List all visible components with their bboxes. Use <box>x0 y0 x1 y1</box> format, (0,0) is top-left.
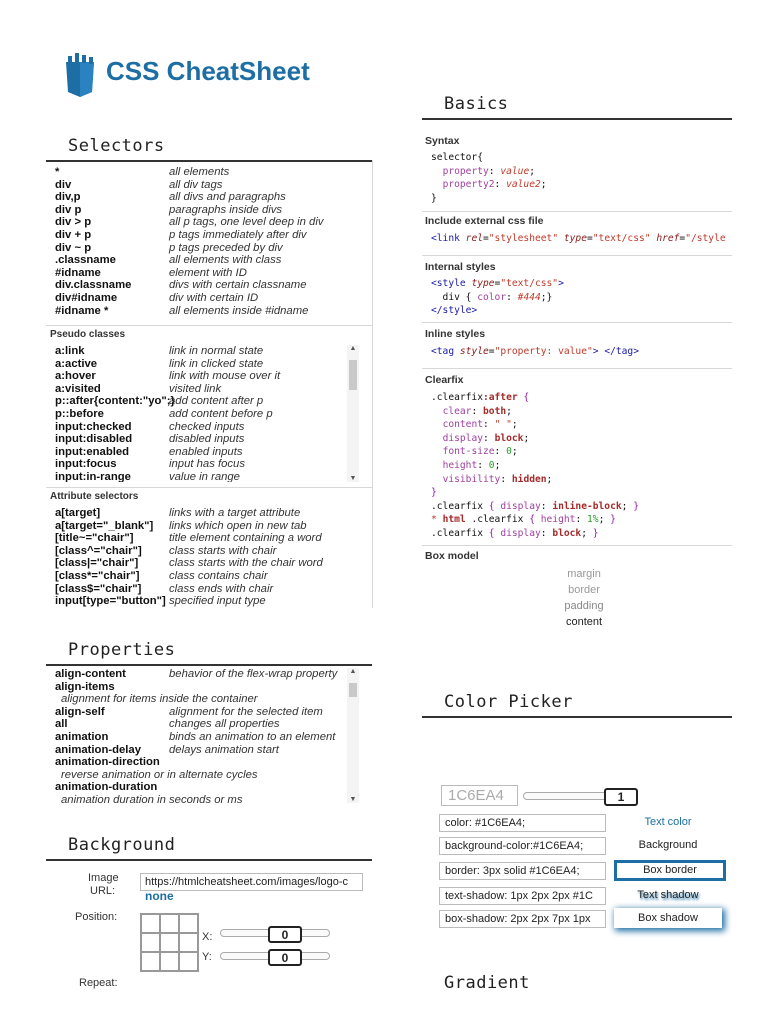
row-key: div + p <box>55 228 92 241</box>
table-row <box>55 471 345 482</box>
table-row <box>55 421 345 434</box>
table-row <box>55 383 345 396</box>
y-value-input[interactable]: 0 <box>268 949 302 966</box>
table-row <box>55 744 345 757</box>
table-row <box>55 570 365 583</box>
box-model-diagram <box>520 568 648 634</box>
row-key: #idname <box>55 266 101 279</box>
row-key: align-content <box>55 668 126 680</box>
row-description: link with mouse over it <box>169 370 281 383</box>
divider <box>46 325 372 326</box>
position-cell[interactable] <box>142 953 159 970</box>
scroll-up-icon[interactable]: ▲ <box>349 668 357 675</box>
row-description: visited link <box>169 382 222 395</box>
row-key: p::before <box>55 407 104 420</box>
box-shadow-code-field[interactable]: box-shadow: 2px 2px 7px 1px <box>439 910 606 928</box>
background-url-input[interactable]: https://htmlcheatsheet.com/images/logo-c <box>140 873 363 891</box>
clearfix-code: .clearfix:after { clear: both; content: " "; display: block; font-size: 0; height: 0; visibility: hidden; } .clearfix { display: inline-block; } * html .clearfix { height: 1%; } .clearfix { display: block; } <box>431 392 639 539</box>
table-row <box>55 446 345 459</box>
row-key: a:hover <box>55 370 96 383</box>
row-key: input:disabled <box>55 433 133 446</box>
row-key: a[target] <box>55 507 101 519</box>
row-description: disabled inputs <box>169 433 245 446</box>
properties-heading: Properties <box>46 640 372 666</box>
table-row <box>55 706 345 719</box>
selectors-table <box>55 166 365 317</box>
row-key: input:checked <box>55 420 132 433</box>
table-row <box>55 532 365 545</box>
row-key: animation-duration <box>55 781 158 794</box>
scroll-down-icon[interactable]: ▼ <box>349 475 357 482</box>
pseudo-classes-heading: Pseudo classes <box>50 329 126 340</box>
selectors-heading: Selectors <box>46 136 372 162</box>
row-description: class starts with chair <box>169 544 277 557</box>
row-key: animation-delay <box>55 743 142 756</box>
row-description: checked inputs <box>169 420 245 433</box>
row-key: [class^="chair"] <box>55 544 142 557</box>
row-key: input:in-range <box>55 470 131 482</box>
divider <box>422 211 732 212</box>
row-description: all elements with class <box>169 254 282 267</box>
table-row <box>55 718 345 731</box>
table-row <box>55 395 345 408</box>
color-code-field[interactable]: color: #1C6EA4; <box>439 814 606 832</box>
repeat-label: Repeat: <box>79 977 118 989</box>
row-description: title element containing a word <box>169 532 322 545</box>
row-description: enabled inputs <box>169 445 243 458</box>
scroll-thumb[interactable] <box>349 683 357 697</box>
row-key: animation <box>55 730 109 743</box>
row-description: class ends with chair <box>169 582 274 595</box>
box-model-margin: margin <box>567 568 601 580</box>
row-description: value in range <box>169 470 240 482</box>
divider <box>422 322 732 323</box>
position-grid[interactable] <box>140 913 199 972</box>
gradient-heading: Gradient <box>444 973 530 993</box>
row-key: input:enabled <box>55 445 130 458</box>
table-row <box>55 279 365 292</box>
attribute-selectors-table <box>55 507 365 608</box>
row-description: all div tags <box>169 178 223 191</box>
image-label: Image <box>88 872 119 884</box>
divider <box>422 545 732 546</box>
row-key: [class*="chair"] <box>55 569 140 582</box>
row-description: link in normal state <box>169 345 264 357</box>
table-row <box>55 756 345 769</box>
css-logo-icon <box>62 52 98 98</box>
table-row <box>55 267 365 280</box>
row-description: div with certain ID <box>169 291 259 304</box>
scroll-up-icon[interactable]: ▲ <box>349 345 357 352</box>
y-label: Y: <box>202 951 212 963</box>
scroll-down-icon[interactable]: ▼ <box>349 796 357 803</box>
background-heading: Background <box>46 835 372 861</box>
table-row <box>55 305 365 318</box>
row-key: [class|="chair"] <box>55 557 139 570</box>
internal-styles-label: Internal styles <box>425 261 496 273</box>
page-title: CSS CheatSheet <box>106 56 310 86</box>
border-code-field[interactable]: border: 3px solid #1C6EA4; <box>439 862 606 880</box>
table-row <box>55 345 345 358</box>
table-row <box>55 204 365 217</box>
row-description: changes all properties <box>169 718 280 731</box>
row-description: paragraphs inside divs <box>169 203 283 216</box>
table-row <box>55 781 345 794</box>
text-shadow-preview: Text shadow <box>637 889 699 901</box>
row-description: class starts with the chair word <box>169 557 323 570</box>
row-description: binds an animation to an element <box>169 730 336 743</box>
syntax-label: Syntax <box>425 135 460 147</box>
color-picker-heading: Color Picker <box>422 692 732 718</box>
properties-table[interactable] <box>55 668 345 804</box>
row-description: reverse animation or in alternate cycles <box>61 768 258 781</box>
row-key: align-self <box>55 705 105 718</box>
position-cell[interactable] <box>161 953 178 970</box>
row-description: input has focus <box>169 458 245 471</box>
table-row <box>55 191 365 204</box>
row-key: input[type="button"] <box>55 595 166 608</box>
table-row <box>55 166 365 179</box>
row-key: a:active <box>55 357 98 370</box>
divider <box>46 487 372 488</box>
row-description: p tags immediately after div <box>169 228 307 241</box>
row-description: behavior of the flex-wrap property <box>169 668 338 680</box>
syntax-code: selector{ property: value; property2: value2; } <box>431 152 547 204</box>
scroll-thumb[interactable] <box>349 360 357 390</box>
row-description: all elements <box>169 166 230 178</box>
background-preview-text: none <box>145 889 174 903</box>
position-cell[interactable] <box>180 915 197 932</box>
table-row <box>55 242 365 255</box>
row-key: .classname <box>55 254 116 267</box>
clearfix-label: Clearfix <box>425 374 464 386</box>
row-description: specified input type <box>169 595 266 608</box>
divider <box>422 368 732 369</box>
position-cell[interactable] <box>180 953 197 970</box>
box-model-content: content <box>565 616 603 628</box>
table-row <box>55 520 365 533</box>
row-key: input:focus <box>55 458 117 471</box>
row-key: div#idname <box>55 291 118 304</box>
table-row <box>55 370 345 383</box>
row-key: p::after{content:"yo";} <box>55 395 175 408</box>
position-cell[interactable] <box>180 934 197 951</box>
table-row <box>55 216 365 229</box>
table-row <box>55 179 365 192</box>
row-key: [class$="chair"] <box>55 582 142 595</box>
row-key: div p <box>55 203 82 216</box>
background-preview: Background <box>638 839 698 851</box>
table-row <box>55 545 365 558</box>
row-key: a:visited <box>55 382 101 395</box>
table-row <box>55 507 365 520</box>
row-key: div <box>55 178 72 191</box>
row-key: align-items <box>55 680 115 693</box>
row-description: alignment for the selected item <box>169 705 323 718</box>
table-row <box>55 769 345 782</box>
table-row <box>55 794 345 804</box>
text-shadow-code-field[interactable]: text-shadow: 1px 2px 2px #1C <box>439 887 606 905</box>
row-key: all <box>55 718 68 731</box>
inline-styles-label: Inline styles <box>425 328 486 340</box>
internal-styles-code: <style type="text/css"> div { color: #444;} </style> <box>431 278 564 317</box>
position-cell[interactable] <box>161 915 178 932</box>
position-label: Position: <box>75 911 118 923</box>
row-description: link in clicked state <box>169 357 264 370</box>
row-description: class contains chair <box>169 569 268 582</box>
table-row <box>55 433 345 446</box>
position-cell[interactable] <box>142 915 159 932</box>
table-row <box>55 681 345 694</box>
properties-scrollbar[interactable] <box>347 668 359 803</box>
box-border-preview: Box border <box>614 860 726 881</box>
box-model-label: Box model <box>425 550 479 562</box>
position-cell[interactable] <box>142 934 159 951</box>
row-key: a:link <box>55 345 85 357</box>
table-row <box>55 229 365 242</box>
x-label: X: <box>202 931 213 943</box>
position-cell[interactable] <box>161 934 178 951</box>
include-css-code: <link rel="stylesheet" type="text/css" href="/style <box>431 233 726 244</box>
attribute-selectors-heading: Attribute selectors <box>50 491 139 502</box>
row-description: alignment for items inside the container <box>61 693 258 706</box>
include-css-label: Include external css file <box>425 215 544 227</box>
row-key: div.classname <box>55 279 132 292</box>
row-key: div,p <box>55 191 81 204</box>
row-key: animation-direction <box>55 756 160 769</box>
row-description: add content before p <box>169 407 273 420</box>
table-row <box>55 458 345 471</box>
text-color-preview: Text color <box>644 816 692 828</box>
table-row <box>55 358 345 371</box>
table-row <box>55 731 345 744</box>
table-row <box>55 254 365 267</box>
box-model-padding: padding <box>564 600 604 612</box>
table-row <box>55 292 365 305</box>
row-description: divs with certain classname <box>169 279 307 292</box>
row-description: links which open in new tab <box>169 519 307 532</box>
row-key: * <box>55 166 60 178</box>
pseudo-classes-table[interactable] <box>55 345 345 482</box>
table-row <box>55 408 345 421</box>
row-description: all elements inside #idname <box>169 304 309 317</box>
hex-color-input[interactable]: 1C6EA4 <box>441 785 518 806</box>
row-description: animation duration in seconds or ms <box>61 793 243 804</box>
box-model-border: border <box>568 584 600 596</box>
row-description: add content after p <box>169 395 264 408</box>
x-value-input[interactable]: 0 <box>268 926 302 943</box>
url-label: URL: <box>90 885 116 897</box>
row-key: div ~ p <box>55 241 92 254</box>
row-description: all p tags, one level deep in div <box>169 216 324 229</box>
row-description: all divs and paragraphs <box>169 191 286 204</box>
selectors-right-divider <box>372 160 373 608</box>
table-row <box>55 668 345 681</box>
table-row <box>55 595 365 608</box>
background-color-code-field[interactable]: background-color:#1C6EA4; <box>439 837 606 855</box>
row-key: div > p <box>55 216 92 229</box>
table-row <box>55 557 365 570</box>
opacity-value-input[interactable]: 1 <box>604 788 638 806</box>
row-key: a[target="_blank"] <box>55 519 154 532</box>
row-description: p tags preceded by div <box>169 241 283 254</box>
divider <box>422 255 732 256</box>
row-description: links with a target attribute <box>169 507 301 519</box>
box-shadow-preview: Box shadow <box>614 908 722 928</box>
row-key: [title~="chair"] <box>55 532 134 545</box>
pseudo-scrollbar[interactable] <box>347 345 359 482</box>
row-description: element with ID <box>169 266 247 279</box>
table-row <box>55 693 345 706</box>
table-row <box>55 583 365 596</box>
row-key: #idname * <box>55 304 109 317</box>
row-description: delays animation start <box>169 743 279 756</box>
basics-heading: Basics <box>422 94 732 120</box>
inline-styles-code: <tag style="property: value"> </tag> <box>431 346 639 357</box>
